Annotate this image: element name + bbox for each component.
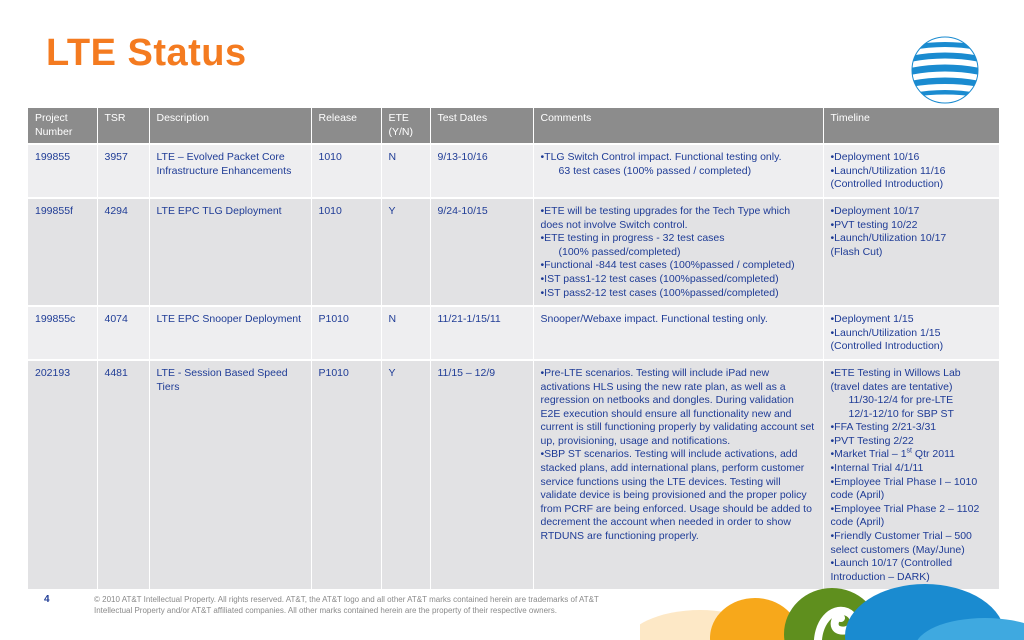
test-dates-cell: 11/15 – 12/9 [430, 360, 533, 590]
timeline-line: 12/1-12/10 for SBP ST [848, 407, 954, 420]
comment-line: •IST pass1-12 test cases (100%passed/completed) [540, 272, 779, 285]
tsr-cell: 4294 [97, 198, 149, 306]
page-number: 4 [44, 594, 50, 605]
copyright-footer: © 2010 AT&T Intellectual Property. All rights reserved. AT&T, the AT&T logo and all other AT&T marks contained herein are trademarks of AT&T Intellectual Property and/or AT&T affiliated companies. All other marks contained herein are the property of their respective owners. [94, 595, 599, 615]
timeline-line: •Launch/Utilization 11/16 [830, 164, 946, 177]
orange-swirl-decoration-icon [640, 568, 1024, 640]
release-cell: 1010 [311, 144, 381, 198]
timeline-line: •Launch/Utilization 10/17 [830, 232, 947, 245]
timeline-line: •Internal Trial 4/1/11 [830, 462, 924, 475]
comment-line: •IST pass2-12 test cases (100%passed/completed) [540, 286, 779, 299]
header-tsr: TSR [97, 108, 149, 144]
timeline-line: •PVT Testing 2/22 [830, 434, 914, 447]
timeline-line: •Deployment 1/15 [830, 313, 914, 326]
table-row [28, 144, 999, 198]
test-dates-cell: 11/21-1/15/11 [430, 306, 533, 360]
header-release: Release [311, 108, 381, 144]
header-comments: Comments [533, 108, 823, 144]
comment-line: Snooper/Webaxe impact. Functional testing only. [540, 313, 768, 326]
tsr-cell: 4481 [97, 360, 149, 590]
comment-line: •ETE testing in progress - 32 test cases [540, 232, 725, 245]
comment-line: (100% passed/completed) [558, 245, 681, 258]
release-cell: P1010 [311, 306, 381, 360]
timeline-line: •PVT testing 10/22 [830, 218, 918, 231]
comment-line: •Pre-LTE scenarios. Testing will include iPad new activations HLS using the new rate plan, as well as a regression on netbooks and dongles. During validation E2E execution should ensure all functionality new and current is still functioning properly by validating account set up, provisioning, usage and notifications. [540, 366, 815, 447]
header-test-dates: Test Dates [430, 108, 533, 144]
timeline-line: •ETE Testing in Willows Lab (travel dates are tentative) [830, 366, 961, 393]
page-title: LTE Status [46, 32, 247, 74]
timeline-line: (Flash Cut) [830, 245, 883, 258]
header-project-number: Project Number [28, 108, 97, 144]
comments-cell [533, 198, 823, 306]
timeline-cell [823, 144, 999, 198]
timeline-cell [823, 306, 999, 360]
timeline-text: •Market Trial – 1 [830, 448, 907, 461]
att-globe-logo-icon [910, 35, 980, 105]
release-cell: P1010 [311, 360, 381, 590]
header-timeline: Timeline [823, 108, 999, 144]
ete-cell: Y [381, 360, 430, 590]
project-number-cell: 202193 [28, 360, 97, 590]
comment-line: •TLG Switch Control impact. Functional testing only. [540, 151, 782, 164]
ete-cell: N [381, 306, 430, 360]
timeline-line: •Launch 10/17 (Controlled Introduction – DARK) [830, 557, 953, 583]
timeline-line: •Launch/Utilization 1/15 [830, 326, 941, 339]
superscript-text: st [906, 447, 912, 455]
comment-line: •SBP ST scenarios. Testing will include activations, add stacked plans, add international plans, perform customer service functions using the LTE devices. Testing will validate device is being provisioned and the proper policy from PCRF are being enforced. Usage should be added to decrement the account when needed in order to show RTDUNS are functioning properly. [540, 448, 812, 543]
lte-status-table [28, 108, 1000, 589]
test-dates-cell: 9/13-10/16 [430, 144, 533, 198]
project-number-cell: 199855 [28, 144, 97, 198]
description-cell: LTE EPC Snooper Deployment [149, 306, 311, 360]
timeline-cell [823, 360, 999, 590]
ete-cell: Y [381, 198, 430, 306]
table-row [28, 306, 999, 360]
ete-cell: N [381, 144, 430, 198]
comments-cell [533, 360, 823, 590]
timeline-line: •FFA Testing 2/21-3/31 [830, 421, 937, 434]
timeline-line: (Controlled Introduction) [830, 178, 944, 191]
timeline-line: 11/30-12/4 for pre-LTE [848, 394, 954, 407]
release-cell: 1010 [311, 198, 381, 306]
header-description: Description [149, 108, 311, 144]
comment-line: •ETE will be testing upgrades for the Tech Type which does not involve Switch control. [540, 204, 791, 231]
timeline-line: •Friendly Customer Trial – 500 select customers (May/June) [830, 530, 972, 556]
timeline-line: (Controlled Introduction) [830, 340, 944, 353]
timeline-line: •Deployment 10/17 [830, 204, 920, 217]
table-row [28, 360, 999, 590]
header-ete: ETE (Y/N) [381, 108, 430, 144]
timeline-line [831, 448, 992, 462]
timeline-line: •Deployment 10/16 [830, 151, 920, 164]
description-cell: LTE EPC TLG Deployment [149, 198, 311, 306]
comments-cell [533, 306, 823, 360]
comments-cell [533, 144, 823, 198]
table-row [28, 198, 999, 306]
test-dates-cell: 9/24-10/15 [430, 198, 533, 306]
timeline-cell [823, 198, 999, 306]
table-header-row [28, 108, 999, 144]
project-number-cell: 199855c [28, 306, 97, 360]
comment-line: 63 test cases (100% passed / completed) [558, 164, 752, 177]
comment-line: •Functional -844 test cases (100%passed / completed) [540, 259, 795, 272]
tsr-cell: 4074 [97, 306, 149, 360]
project-number-cell: 199855f [28, 198, 97, 306]
description-cell: LTE – Evolved Packet Core Infrastructure Enhancements [149, 144, 311, 198]
timeline-text: Qtr 2011 [912, 448, 955, 461]
timeline-line: •Employee Trial Phase 2 – 1102 code (April) [830, 502, 980, 529]
tsr-cell: 3957 [97, 144, 149, 198]
timeline-line: •Employee Trial Phase I – 1010 code (April) [830, 475, 978, 502]
description-cell: LTE - Session Based Speed Tiers [149, 360, 311, 590]
